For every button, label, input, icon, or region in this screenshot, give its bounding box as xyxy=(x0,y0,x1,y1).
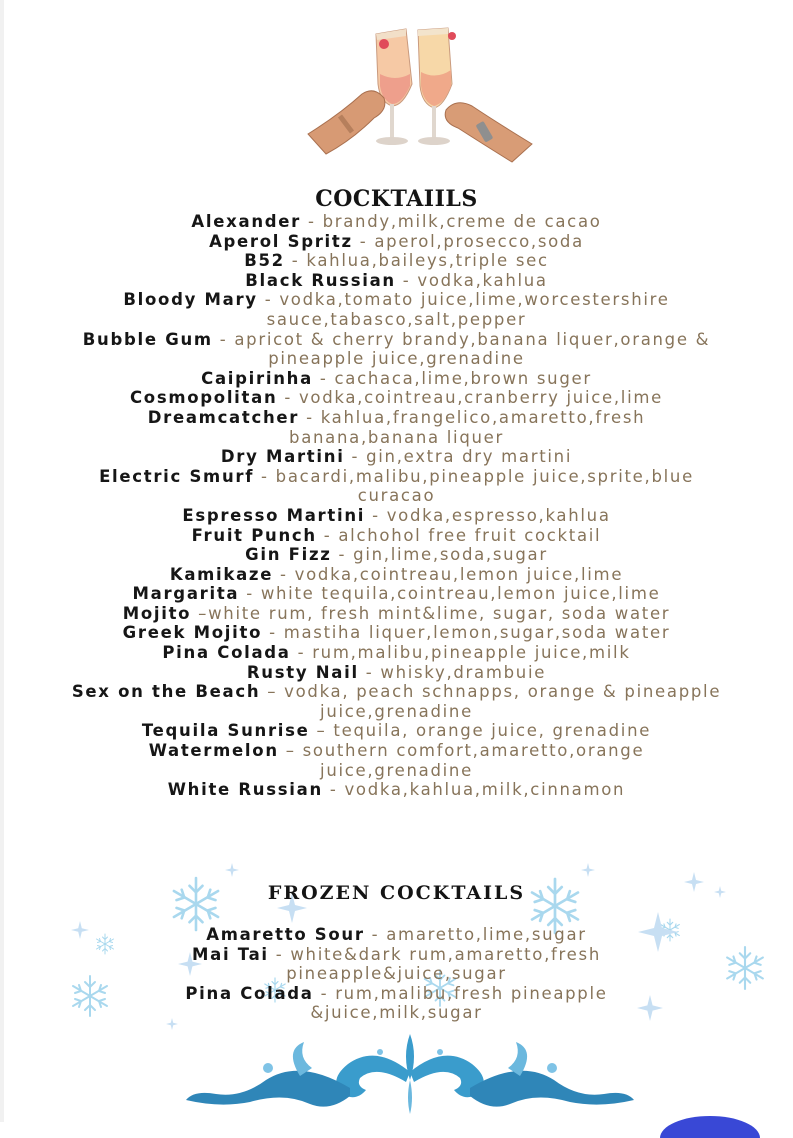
cocktail-item-line xyxy=(0,447,793,467)
cocktail-item-line xyxy=(0,623,793,643)
frozen-item-line xyxy=(0,925,793,945)
ingredients: vodka,cointreau,cranberry juice,lime xyxy=(298,388,663,408)
cocktail-item-line xyxy=(0,643,793,663)
drink-name: Black Russian xyxy=(245,270,396,290)
drink-name: Pina Colada xyxy=(185,983,314,1003)
ingredients: mastiha liquer,lemon,sugar,soda water xyxy=(283,623,671,643)
cocktail-item-line xyxy=(0,702,793,722)
separator: - xyxy=(299,407,321,427)
ingredients: sauce,tabasco,salt,pepper xyxy=(266,309,527,329)
separator: - xyxy=(358,662,381,682)
drink-name: Sex on the Beach xyxy=(71,682,261,702)
ingredients: white tequila,cointreau,lemon juice,lime xyxy=(260,584,661,604)
separator: - xyxy=(290,643,313,663)
ornamental-flourish xyxy=(180,1028,640,1118)
drink-name: Mai Tai xyxy=(192,944,269,964)
cocktail-item-line xyxy=(0,232,793,252)
drink-name: Caipirinha xyxy=(201,368,313,388)
drink-name: Dry Martini xyxy=(220,447,345,467)
cocktail-item-line xyxy=(0,290,793,310)
ingredients: vodka,kahlua xyxy=(417,270,548,290)
ingredients: rum,malibu,fresh pineapple xyxy=(335,983,608,1003)
ingredients: pineapple juice,grenadine xyxy=(268,349,525,369)
drink-name: Mojito xyxy=(122,603,192,623)
ingredients: juice,grenadine xyxy=(320,701,473,721)
cocktail-item-line xyxy=(0,565,793,585)
separator: - xyxy=(313,983,336,1003)
cocktail-item-line xyxy=(0,526,793,546)
separator: - xyxy=(301,212,323,231)
separator: - xyxy=(257,290,280,310)
drink-name: Gin Fizz xyxy=(245,545,332,565)
drink-name: Bloody Mary xyxy=(123,290,258,310)
drink-name: Fruit Punch xyxy=(191,525,317,545)
cocktail-item-line xyxy=(0,741,793,761)
drink-name: Electric Smurf xyxy=(99,466,255,486)
ingredients: aperol,prosecco,soda xyxy=(374,231,584,251)
cocktail-item-line xyxy=(0,721,793,741)
drink-name: Tequila Sunrise xyxy=(141,721,310,741)
cocktail-item-line xyxy=(0,212,793,232)
ingredients: gin,extra dry martini xyxy=(366,447,573,467)
separator: - xyxy=(273,564,295,584)
drink-name: Greek Mojito xyxy=(122,623,263,643)
cocktail-item-line xyxy=(0,604,793,624)
cocktail-item-line xyxy=(0,467,793,487)
ingredients: kahlua,frangelico,amaretto,fresh xyxy=(320,407,646,427)
drink-name: Espresso Martini xyxy=(182,505,366,525)
ingredients: vodka, peach schnapps, orange & pineapple xyxy=(284,682,722,702)
drink-name: Amaretto Sour xyxy=(206,925,365,944)
ingredients: vodka,kahlua,milk,cinnamon xyxy=(344,780,626,800)
ingredients: vodka,tomato juice,lime,worcestershire xyxy=(279,290,670,310)
ingredients: apricot & cherry brandy,banana liquer,orange & xyxy=(234,329,711,349)
separator: - xyxy=(254,466,276,486)
separator: - xyxy=(322,780,345,800)
separator: – xyxy=(278,741,303,761)
separator: - xyxy=(316,525,339,545)
drink-name: White Russian xyxy=(167,780,323,800)
ingredients: white&dark rum,amaretto,fresh xyxy=(290,944,601,964)
ingredients: pineapple&juice,sugar xyxy=(286,964,507,984)
drink-name: Kamikaze xyxy=(169,564,274,584)
cocktail-item-line xyxy=(0,584,793,604)
separator: - xyxy=(395,270,418,290)
drink-name: Cosmopolitan xyxy=(129,388,278,408)
ingredients: juice,grenadine xyxy=(320,760,473,780)
separator: - xyxy=(239,584,261,604)
frozen-item-line xyxy=(0,945,793,965)
cocktail-item-line xyxy=(0,428,793,448)
ingredients: southern comfort,amaretto,orange xyxy=(302,741,645,761)
cocktail-item-line xyxy=(0,408,793,428)
drink-name: B52 xyxy=(244,251,285,271)
ingredients: tequila, orange juice, grenadine xyxy=(333,721,652,741)
separator: – xyxy=(309,721,334,741)
ingredients: vodka,cointreau,lemon juice,lime xyxy=(294,564,624,584)
separator: - xyxy=(312,368,335,388)
frozen-item-line xyxy=(0,984,793,1004)
ingredients: banana,banana liquer xyxy=(289,427,504,447)
ingredients: alchohol free fruit cocktail xyxy=(338,525,602,545)
separator: - xyxy=(284,251,307,271)
blue-corner-shape xyxy=(660,1108,760,1138)
frozen-item-line xyxy=(0,1003,793,1023)
ingredients: vodka,espresso,kahlua xyxy=(386,505,611,525)
separator: - xyxy=(277,388,299,408)
ingredients: cachaca,lime,brown suger xyxy=(334,368,592,388)
cocktail-list xyxy=(0,212,793,800)
frozen-item-line xyxy=(0,964,793,984)
drink-name: Bubble Gum xyxy=(82,329,213,349)
cocktail-item-line xyxy=(0,271,793,291)
drink-name: Dreamcatcher xyxy=(147,407,300,427)
separator: - xyxy=(365,505,387,525)
frozen-cocktails-heading: FROZEN COCKTAILS xyxy=(267,882,526,904)
ingredients: bacardi,malibu,pineapple juice,sprite,blue xyxy=(275,466,694,486)
drink-name: Aperol Spritz xyxy=(209,231,353,251)
cocktail-item-line xyxy=(0,761,793,781)
cocktail-glasses-illustration xyxy=(300,14,540,179)
drink-name: Rusty Nail xyxy=(246,662,359,682)
cocktails-heading: COCKTAIILS xyxy=(315,186,478,212)
ingredients: curacao xyxy=(357,486,436,506)
ingredients: &juice,milk,sugar xyxy=(310,1003,483,1023)
separator: - xyxy=(331,545,354,565)
drink-name: Watermelon xyxy=(148,741,279,761)
drink-name: Pina Colada xyxy=(162,643,291,663)
cocktail-item-line xyxy=(0,486,793,506)
cocktail-item-line xyxy=(0,545,793,565)
drink-name: Margarita xyxy=(132,584,240,604)
separator: - xyxy=(344,447,367,467)
ingredients: brandy,milk,creme de cacao xyxy=(322,212,602,231)
frozen-cocktail-list xyxy=(0,925,793,1023)
separator: - xyxy=(212,329,235,349)
cocktail-item-line xyxy=(0,251,793,271)
cocktail-item-line xyxy=(0,506,793,526)
cocktail-item-line xyxy=(0,349,793,369)
cocktail-item-line xyxy=(0,369,793,389)
separator: – xyxy=(260,682,285,702)
cocktail-item-line xyxy=(0,330,793,350)
ingredients: amaretto,lime,sugar xyxy=(386,925,587,944)
cocktail-item-line xyxy=(0,388,793,408)
ingredients: kahlua,baileys,triple sec xyxy=(306,251,549,271)
ingredients: rum,malibu,pineapple juice,milk xyxy=(312,643,631,663)
cocktail-item-line xyxy=(0,682,793,702)
ingredients: gin,lime,soda,sugar xyxy=(353,545,548,565)
cocktail-item-line xyxy=(0,780,793,800)
separator: – xyxy=(191,603,209,623)
separator: - xyxy=(352,231,375,251)
separator: - xyxy=(268,944,291,964)
drink-name: Alexander xyxy=(191,212,302,231)
separator: - xyxy=(262,623,284,643)
ingredients: whisky,drambuie xyxy=(380,662,547,682)
ingredients: white rum, fresh mint&lime, sugar, soda water xyxy=(208,603,671,623)
cocktail-item-line xyxy=(0,663,793,683)
cocktail-item-line xyxy=(0,310,793,330)
separator: - xyxy=(364,925,387,944)
